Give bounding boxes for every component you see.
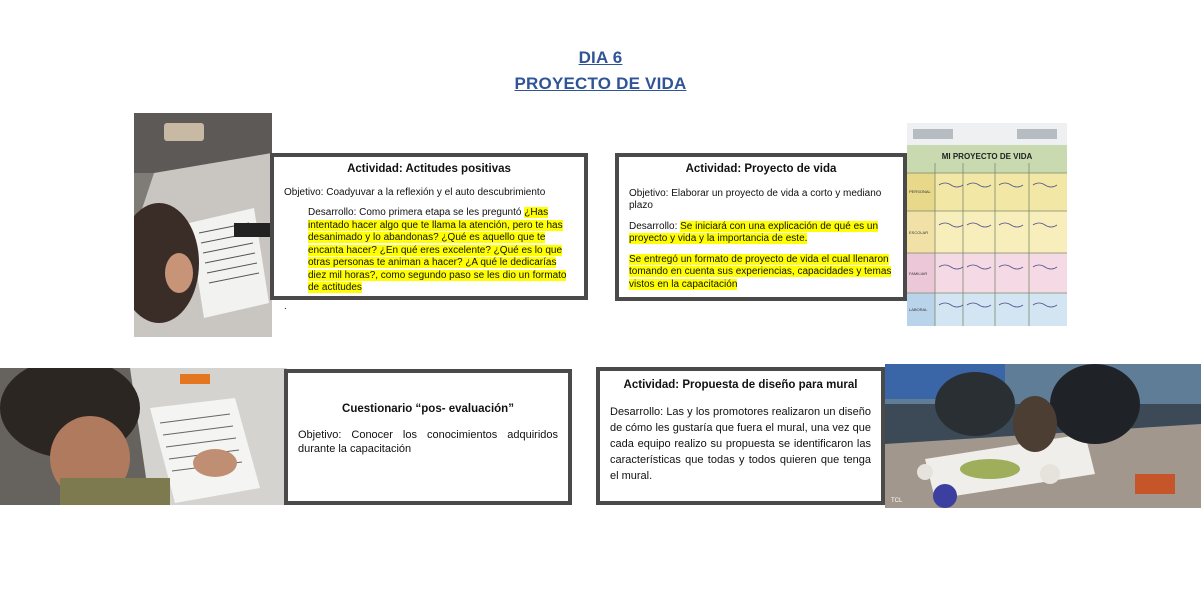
page-title: PROYECTO DE VIDA	[514, 74, 687, 93]
photo-mural-painting	[885, 364, 1201, 508]
card-objective: Objetivo: Conocer los conocimientos adquiridos durante la capacitación	[298, 428, 558, 455]
development-highlight: ¿Has intentado hacer algo que te llama la atención, pero te has desanimado y lo abandonas? ¿Qué es aquello que te encanta hacer? ¿En qué eres excelente? ¿Qué es lo que otras personas te animan a hacer? ¿A qué le dedicarías diez mil horas?, como segundo paso se les dio un formato de actitudes	[308, 207, 567, 293]
photo-student-questionnaire	[0, 368, 287, 505]
card-title: Cuestionario “pos- evaluación”	[342, 403, 514, 415]
card-objective: Objetivo: Coadyuvar a la reflexión y el auto descubrimiento	[284, 186, 546, 198]
photo-life-project-sheet	[907, 123, 1067, 326]
card-proyecto-de-vida	[615, 153, 907, 301]
development-text: Desarrollo:	[629, 220, 681, 232]
card-actitudes-positivas	[270, 153, 588, 312]
row-label: PERSONAL	[909, 189, 931, 194]
trailing-dot: .	[284, 300, 287, 312]
development-highlight: Se iniciará con una explicación de qué es un proyecto y vida y la importancia de este.	[629, 220, 879, 244]
card-development: Desarrollo: Las y los promotores realizaron un diseño de cómo les gustaría que fuera el mural, una vez que cada equipo realizo su propuesta se identificaron las características que todas y todos quieren que tenga el mural.	[610, 405, 871, 482]
day-title: DIA 6	[578, 48, 623, 67]
card-propuesta-mural	[596, 367, 885, 505]
card-title: Actividad: Propuesta de diseño para mural	[623, 379, 858, 391]
photo-watermark: TCL	[891, 498, 903, 504]
sheet-title: MI PROYECTO DE VIDA	[941, 152, 1033, 161]
development-highlight-2: Se entregó un formato de proyecto de vida el cual llenaron tomando en cuenta sus experiencias, capacidades y temas vistos en la capacitación	[629, 253, 892, 290]
row-label: ESCOLAR	[909, 230, 929, 235]
row-label: FAMILIAR	[909, 271, 928, 276]
card-development	[284, 207, 574, 295]
card-development-2	[629, 254, 893, 292]
card-cuestionario	[284, 369, 572, 505]
development-text: Desarrollo: Como primera etapa se les preguntó	[308, 207, 525, 218]
card-title: Actividad: Proyecto de vida	[685, 163, 837, 175]
card-objective: Objetivo: Elaborar un proyecto de vida a corto y mediano plazo	[629, 187, 882, 211]
photo-student-writing	[134, 113, 272, 337]
card-title: Actividad: Actitudes positivas	[347, 163, 511, 175]
row-label: LABORAL	[909, 307, 928, 312]
card-development	[629, 221, 893, 246]
